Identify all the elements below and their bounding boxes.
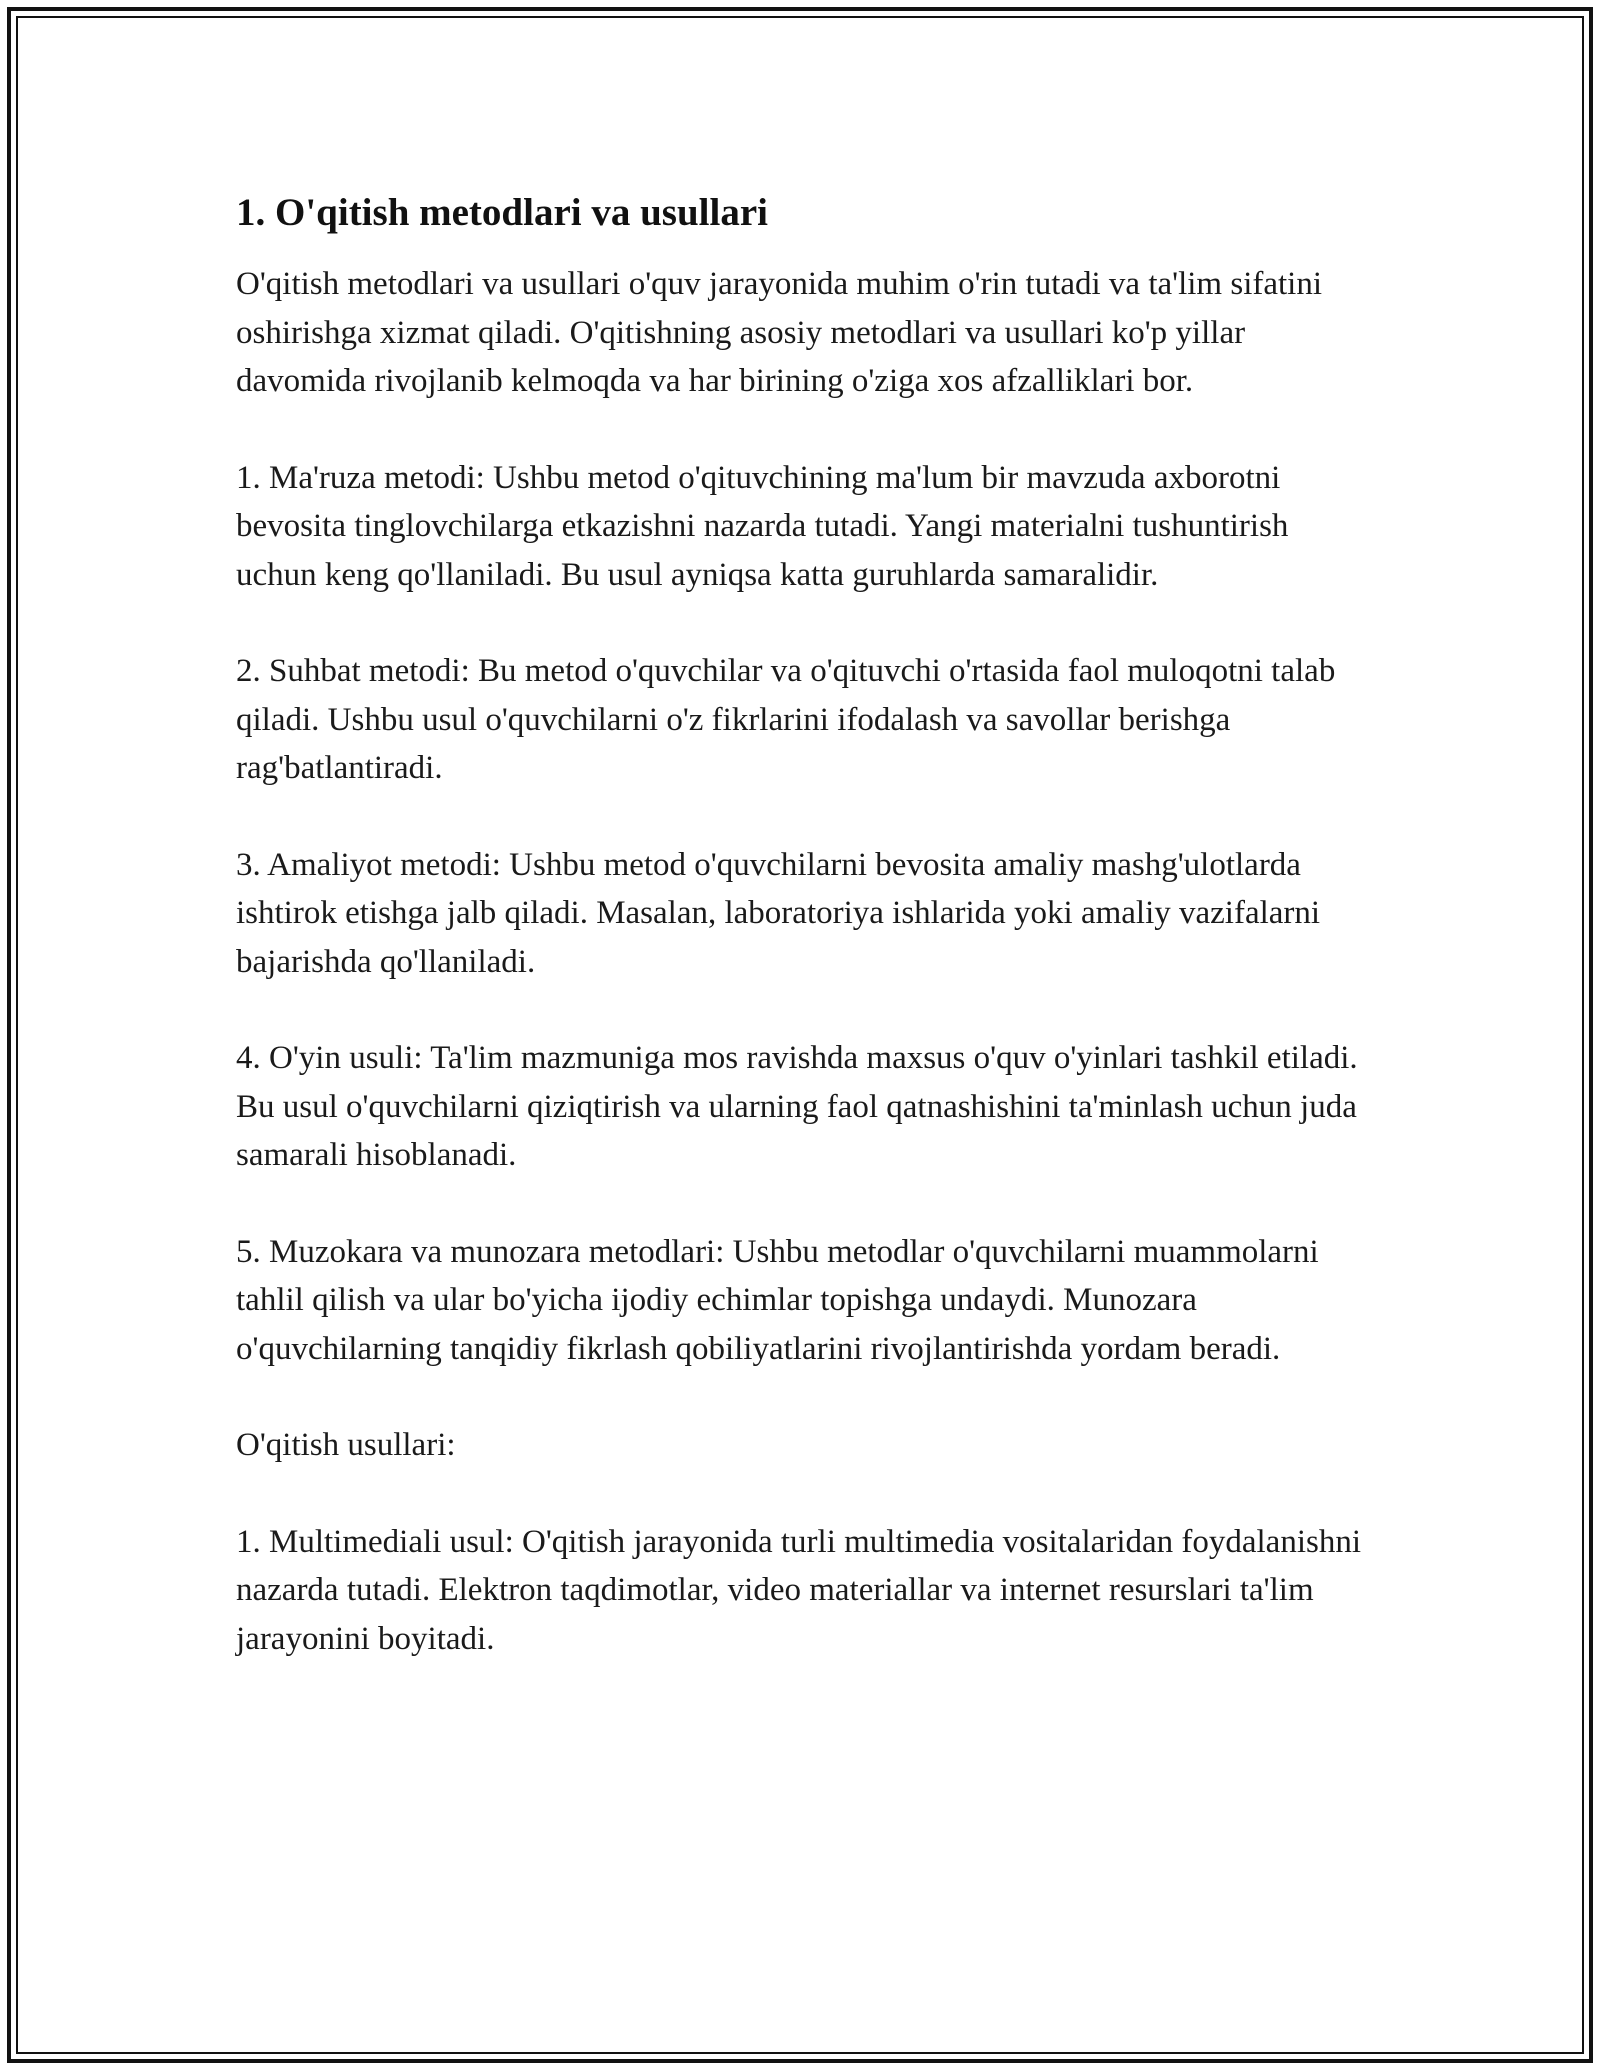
document-body bbox=[236, 188, 1366, 1711]
game-method-paragraph: 4. O'yin usuli: Ta'lim mazmuniga mos ravishda maxsus o'quv o'yinlari tashkil etiladi. Bu usul o'quvchilarni qiziqtirish va ularning faol qatnashishini ta'minlash uchun juda samarali hisoblanadi. bbox=[236, 1040, 1358, 1173]
multimedia-method-paragraph: 1. Multimediali usul: O'qitish jarayonida turli multimedia vositalaridan foydalanishni nazarda tutadi. Elektron taqdimotlar, video materiallar va internet resurslari ta'lim jarayonini boyitadi. bbox=[236, 1523, 1362, 1657]
section-heading: 1. O'qitish metodlari va usullari bbox=[236, 191, 768, 234]
discussion-method-paragraph: 5. Muzokara va munozara metodlari: Ushbu metodlar o'quvchilarni muammolarni tahlil qilish va ular bo'yicha ijodiy echimlar topishga undaydi. Munozara o'quvchilarning tanqidiy fikrlash qobiliyatlarini rivojlantirishda yordam beradi. bbox=[236, 1233, 1319, 1367]
conversation-method-paragraph: 2. Suhbat metodi: Bu metod o'quvchilar va o'qituvchi o'rtasida faol muloqotni talab qiladi. Ushbu usul o'quvchilarni o'z fikrlarini ifodalash va savollar berishga rag'batlantiradi. bbox=[236, 653, 1336, 786]
teaching-methods-subheading: O'qitish usullari: bbox=[236, 1427, 456, 1463]
lecture-method-paragraph: 1. Ma'ruza metodi: Ushbu metod o'qituvchining ma'lum bir mavzuda axborotni bevosita tinglovchilarga etkazishni nazarda tutadi. Yangi materialni tushuntirish uchun keng qo'llaniladi. Bu usul ayniqsa katta guruhlarda samaralidir. bbox=[236, 459, 1289, 593]
intro-paragraph: O'qitish metodlari va usullari o'quv jarayonida muhim o'rin tutadi va ta'lim sifatini oshirishga xizmat qiladi. O'qitishning asosiy metodlari va usullari ko'p yillar davomida rivojlanib kelmoqda va har birining o'ziga xos afzalliklari bor. bbox=[236, 266, 1323, 399]
practice-method-paragraph: 3. Amaliyot metodi: Ushbu metod o'quvchilarni bevosita amaliy mashg'ulotlarda ishtirok etishga jalb qiladi. Masalan, laboratoriya ishlarida yoki amaliy vazifalarni bajarishda qo'llaniladi. bbox=[236, 846, 1321, 980]
